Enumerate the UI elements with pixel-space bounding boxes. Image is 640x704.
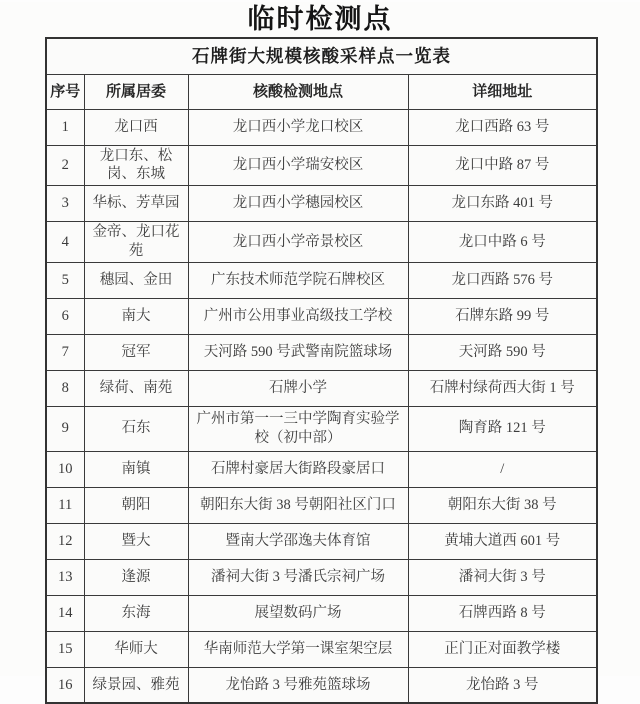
cell-committee: 龙口东、松岗、东城 — [84, 145, 188, 186]
table-row — [46, 334, 597, 370]
cell-committee: 华标、芳草园 — [84, 186, 188, 222]
cell-location: 龙怡路 3 号雅苑篮球场 — [188, 667, 408, 703]
cell-location: 展望数码广场 — [188, 595, 408, 631]
cell-location: 朝阳东大街 38 号朝阳社区门口 — [188, 487, 408, 523]
cell-index: 11 — [46, 487, 84, 523]
cell-address: 龙口东路 401 号 — [408, 186, 597, 222]
cell-index: 3 — [46, 186, 84, 222]
table-row — [46, 406, 597, 451]
document-page — [0, 2, 640, 693]
sampling-points-table — [45, 37, 598, 704]
page-title: 临时检测点 — [247, 4, 393, 34]
cell-address: 石牌村绿荷西大街 1 号 — [408, 370, 597, 406]
cell-index: 4 — [46, 222, 84, 263]
cell-index: 5 — [46, 262, 84, 298]
cell-location: 龙口西小学龙口校区 — [188, 109, 408, 145]
cell-committee: 朝阳 — [84, 487, 188, 523]
cell-location: 广东技术师范学院石牌校区 — [188, 262, 408, 298]
table-row — [46, 595, 597, 631]
cell-committee: 东海 — [84, 595, 188, 631]
cell-location: 石牌小学 — [188, 370, 408, 406]
cell-index: 2 — [46, 145, 84, 186]
cell-committee: 南大 — [84, 298, 188, 334]
table-row — [46, 298, 597, 334]
cell-address: 石牌西路 8 号 — [408, 595, 597, 631]
table-row — [46, 487, 597, 523]
cell-index: 1 — [46, 109, 84, 145]
table-row — [46, 667, 597, 703]
cell-address: / — [408, 451, 597, 487]
cell-address: 龙口中路 6 号 — [408, 222, 597, 263]
cell-address: 黄埔大道西 601 号 — [408, 523, 597, 559]
table-row — [46, 262, 597, 298]
cell-committee: 绿荷、南苑 — [84, 370, 188, 406]
cell-address: 龙怡路 3 号 — [408, 667, 597, 703]
cell-committee: 绿景园、雅苑 — [84, 667, 188, 703]
table-row — [46, 109, 597, 145]
cell-committee: 暨大 — [84, 523, 188, 559]
table-row — [46, 145, 597, 186]
cell-committee: 龙口西 — [84, 109, 188, 145]
column-header-location: 核酸检测地点 — [188, 74, 408, 109]
cell-location: 龙口西小学穗园校区 — [188, 186, 408, 222]
table-body — [46, 109, 597, 703]
table-row — [46, 559, 597, 595]
cell-location: 暨南大学邵逸夫体育馆 — [188, 523, 408, 559]
cell-address: 石牌东路 99 号 — [408, 298, 597, 334]
table-row — [46, 370, 597, 406]
cell-address: 潘祠大街 3 号 — [408, 559, 597, 595]
cell-location: 广州市公用事业高级技工学校 — [188, 298, 408, 334]
cell-index: 14 — [46, 595, 84, 631]
cell-address: 龙口中路 87 号 — [408, 145, 597, 186]
cell-location: 潘祠大街 3 号潘氏宗祠广场 — [188, 559, 408, 595]
cell-index: 16 — [46, 667, 84, 703]
cell-location: 广州市第一一三中学陶育实验学校（初中部） — [188, 406, 408, 451]
cell-committee: 石东 — [84, 406, 188, 451]
cell-location: 华南师范大学第一课室架空层 — [188, 631, 408, 667]
table-header-row — [46, 74, 597, 109]
cell-committee: 华师大 — [84, 631, 188, 667]
cell-index: 8 — [46, 370, 84, 406]
cell-location: 龙口西小学瑞安校区 — [188, 145, 408, 186]
cell-location: 石牌村豪居大街路段豪居口 — [188, 451, 408, 487]
cell-index: 6 — [46, 298, 84, 334]
cell-index: 13 — [46, 559, 84, 595]
cell-index: 10 — [46, 451, 84, 487]
table-caption-row — [46, 38, 597, 74]
column-header-index: 序号 — [46, 74, 84, 109]
cell-index: 12 — [46, 523, 84, 559]
cell-index: 9 — [46, 406, 84, 451]
cell-committee: 逢源 — [84, 559, 188, 595]
cell-committee: 金帝、龙口花苑 — [84, 222, 188, 263]
cell-address: 天河路 590 号 — [408, 334, 597, 370]
table-row — [46, 451, 597, 487]
cell-committee: 穗园、金田 — [84, 262, 188, 298]
cell-location: 龙口西小学帝景校区 — [188, 222, 408, 263]
cell-index: 7 — [46, 334, 84, 370]
table-caption: 石牌街大规模核酸采样点一览表 — [46, 38, 597, 74]
cell-committee: 南镇 — [84, 451, 188, 487]
cell-location: 天河路 590 号武警南院篮球场 — [188, 334, 408, 370]
table-row — [46, 631, 597, 667]
cell-address: 正门正对面教学楼 — [408, 631, 597, 667]
cell-address: 陶育路 121 号 — [408, 406, 597, 451]
cell-address: 龙口西路 63 号 — [408, 109, 597, 145]
cell-address: 朝阳东大街 38 号 — [408, 487, 597, 523]
table-row — [46, 186, 597, 222]
cell-committee: 冠军 — [84, 334, 188, 370]
cell-address: 龙口西路 576 号 — [408, 262, 597, 298]
column-header-address: 详细地址 — [408, 74, 597, 109]
column-header-committee: 所属居委 — [84, 74, 188, 109]
cell-index: 15 — [46, 631, 84, 667]
table-row — [46, 222, 597, 263]
table-row — [46, 523, 597, 559]
